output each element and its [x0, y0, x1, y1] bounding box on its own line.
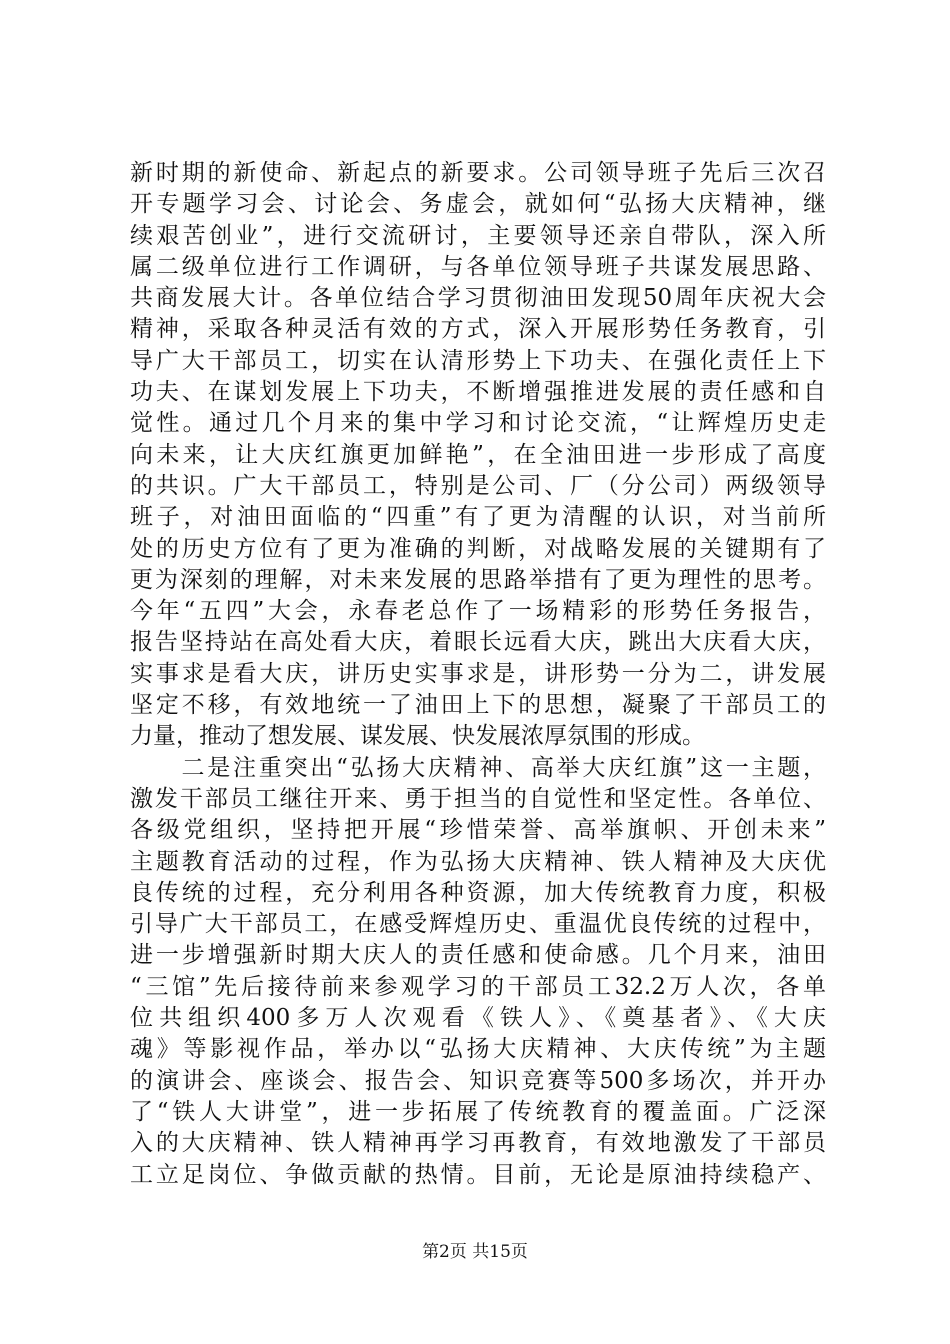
text-line: “三馆”先后接待前来参观学习的干部员工32.2万人次，各单	[130, 973, 826, 1000]
text-line: 的演讲会、座谈会、报告会、知识竞赛等500多场次，并开办	[130, 1067, 826, 1094]
text-line: 导广大干部员工，切实在认清形势上下功夫、在强化责任上下	[130, 347, 826, 374]
text-line: 坚定不移，有效地统一了油田上下的思想，凝聚了干部员工的	[130, 692, 826, 719]
text-line: 位共组织400多万人次观看《铁人》、《奠基者》、《大庆	[130, 1005, 826, 1032]
text-line: 共商发展大计。各单位结合学习贯彻油田发现50周年庆祝大会	[130, 285, 826, 312]
text-line: 觉性。通过几个月来的集中学习和讨论交流，“让辉煌历史走	[130, 410, 826, 437]
text-line: 二是注重突出“弘扬大庆精神、高举大庆红旗”这一主题，	[130, 754, 826, 781]
text-line: 各级党组织，坚持把开展“珍惜荣誉、高举旗帜、开创未来”	[130, 817, 826, 844]
text-line: 报告坚持站在高处看大庆，着眼长远看大庆，跳出大庆看大庆，	[130, 629, 826, 656]
text-line: 今年“五四”大会，永春老总作了一场精彩的形势任务报告，	[130, 598, 826, 625]
text-line: 开专题学习会、讨论会、务虚会，就如何“弘扬大庆精神，继	[130, 191, 826, 218]
text-line: 实事求是看大庆，讲历史实事求是，讲形势一分为二，讲发展	[130, 660, 826, 687]
text-line: 力量，推动了想发展、谋发展、快发展浓厚氛围的形成。	[130, 723, 705, 750]
text-line: 续艰苦创业”，进行交流研讨，主要领导还亲自带队，深入所	[130, 222, 826, 249]
text-line: 进一步增强新时期大庆人的责任感和使命感。几个月来，油田	[130, 942, 826, 969]
text-line: 主题教育活动的过程，作为弘扬大庆精神、铁人精神及大庆优	[130, 848, 826, 875]
text-line: 了“铁人大讲堂”，进一步拓展了传统教育的覆盖面。广泛深	[130, 1098, 826, 1125]
text-line: 更为深刻的理解，对未来发展的思路举措有了更为理性的思考。	[130, 566, 826, 593]
text-line: 良传统的过程，充分利用各种资源，加大传统教育力度，积极	[130, 879, 826, 906]
text-line: 新时期的新使命、新起点的新要求。公司领导班子先后三次召	[130, 160, 826, 186]
text-line: 班子，对油田面临的“四重”有了更为清醒的认识，对当前所	[130, 504, 826, 531]
text-line: 精神，采取各种灵活有效的方式，深入开展形势任务教育，引	[130, 316, 826, 343]
text-line: 引导广大干部员工，在感受辉煌历史、重温优良传统的过程中，	[130, 911, 826, 938]
text-line: 处的历史方位有了更为准确的判断，对战略发展的关键期有了	[130, 535, 826, 562]
text-line: 的共识。广大干部员工，特别是公司、厂（分公司）两级领导	[130, 472, 826, 499]
text-line: 激发干部员工继往开来、勇于担当的自觉性和坚定性。各单位、	[130, 785, 826, 812]
body-text	[130, 158, 826, 1191]
text-line: 魂》等影视作品，举办以“弘扬大庆精神、大庆传统”为主题	[130, 1036, 826, 1063]
text-line: 向未来，让大庆红旗更加鲜艳”，在全油田进一步形成了高度	[130, 441, 826, 468]
text-line: 工立足岗位、争做贡献的热情。目前，无论是原油持续稳产、	[130, 1161, 826, 1188]
page-footer: 第2页 共15页	[422, 1242, 528, 1262]
text-line: 功夫、在谋划发展上下功夫，不断增强推进发展的责任感和自	[130, 379, 826, 406]
text-line: 入的大庆精神、铁人精神再学习再教育，有效地激发了干部员	[130, 1130, 826, 1157]
text-line: 属二级单位进行工作调研，与各单位领导班子共谋发展思路、	[130, 253, 826, 280]
